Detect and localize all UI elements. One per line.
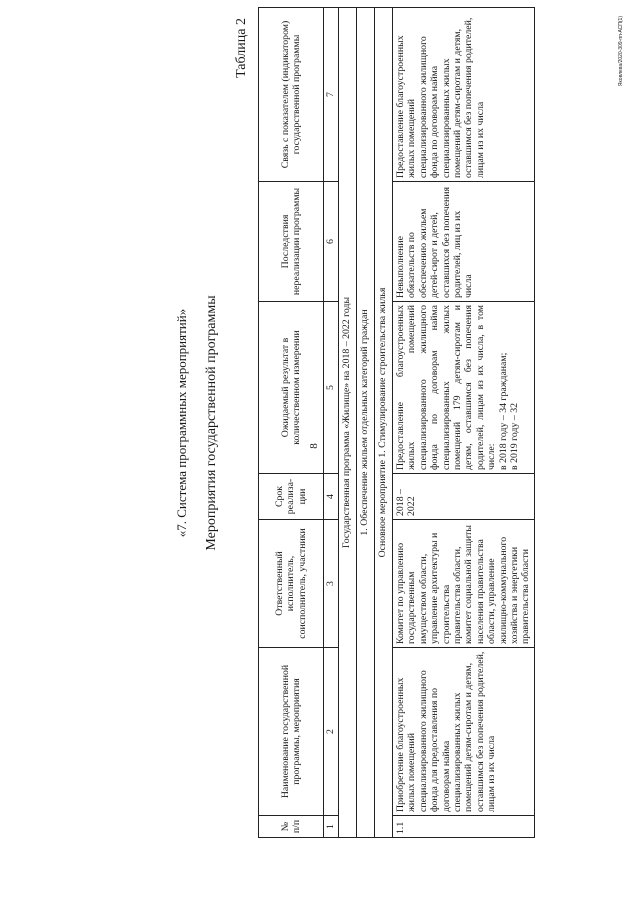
event-name: Приобретение благоустроенных жилых помещений специализированного жилищного фонда для предоставления по договорам найма специализированных жилых помещений детям-сиротам и детям, оставшимся без попечения родителей, лицам из их числа bbox=[393, 648, 535, 816]
table-number: Таблица 2 bbox=[234, 18, 249, 78]
column-number: 4 bbox=[324, 474, 339, 520]
header-term: Срок реализа-ции bbox=[259, 474, 324, 520]
column-number-row bbox=[324, 8, 339, 838]
header-consequence: Последствия нереализации программы bbox=[259, 182, 324, 302]
column-number: 1 bbox=[324, 816, 339, 838]
subprogram-title: 1. Обеспечение жильем отдельных категорий граждан bbox=[357, 8, 375, 838]
program-row bbox=[339, 8, 357, 838]
event-indicator: Предоставление благоустроенных жилых помещений специализированного жилищного фонда по договорам найма специализированных жилых помещений детям-сиротам и детям, оставшимся без попечения родителей, лицам из их числа bbox=[393, 8, 535, 182]
column-number: 5 bbox=[324, 302, 339, 474]
event-executors: Комитет по управлению государственным имуществом области, управление архитектуры и строительства правительства области, комитет социальной защиты населения правительства области, управление жилищно-коммунального хозяйства и энергетики правительства области bbox=[393, 520, 535, 648]
table-row bbox=[393, 8, 535, 838]
header-number: № п/п bbox=[259, 816, 324, 838]
column-number: 2 bbox=[324, 648, 339, 816]
main-event-row bbox=[375, 8, 393, 838]
event-result-year-2: в 2019 году – 32 bbox=[509, 403, 521, 470]
rotated-sheet bbox=[168, 8, 628, 838]
table-title: Мероприятия государственной программы bbox=[204, 295, 219, 551]
section-title: «7. Система программных мероприятий» bbox=[174, 308, 189, 538]
header-result: Ожидаемый результат в количественном измерении bbox=[259, 302, 324, 474]
event-result-text: Предоставление благоустроенных жилых помещений специализированного жилищного фонда по договорам найма специализированных жилых помещений 179 детям-сиротам и детям, оставшимся без попечения родителей, лицам из их числа, в том числе: bbox=[395, 305, 498, 470]
event-term: 2018 – 2022 bbox=[393, 474, 535, 520]
page-number: 8 bbox=[307, 443, 320, 449]
row-number: 1.1 bbox=[393, 816, 535, 838]
column-number: 3 bbox=[324, 520, 339, 648]
event-consequence: Невыполнение обязательств по обеспечению жильем детей-сирот и детей, оставшихся без попечения родителей, лиц из их числа bbox=[393, 182, 535, 302]
header-name: Наименование государственной программы, мероприятия bbox=[259, 648, 324, 816]
footer-code: Яковлева/2020-309-пп-АСП(1) bbox=[618, 16, 624, 87]
header-row bbox=[259, 8, 324, 838]
main-event-title: Основное мероприятие 1. Стимулирование строительства жилья bbox=[375, 8, 393, 838]
subprogram-row bbox=[357, 8, 375, 838]
column-number: 7 bbox=[324, 8, 339, 182]
event-result bbox=[393, 302, 535, 474]
event-result-year-1: в 2018 году – 34 гражданам; bbox=[497, 352, 509, 470]
header-executor: Ответственный исполнитель, соисполнитель, участники bbox=[259, 520, 324, 648]
column-number: 6 bbox=[324, 182, 339, 302]
header-indicator: Связь с показателем (индикатором) государственной программы bbox=[259, 8, 324, 182]
program-title: Государственная программа «Жилище» на 2018 – 2022 годы bbox=[339, 8, 357, 838]
events-table bbox=[258, 7, 535, 838]
